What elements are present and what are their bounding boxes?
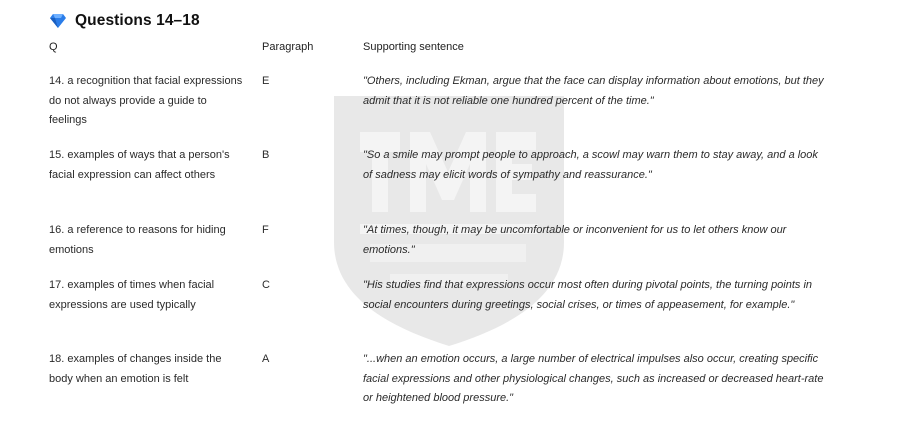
question-text: 18. examples of changes inside the body when an emotion is felt xyxy=(49,353,222,385)
paragraph-letter: F xyxy=(262,224,269,236)
supporting-sentence: "His studies find that expressions occur most often during pivotal points, the turning points in social encounters during greetings, social crises, or times of appeasement, for example." xyxy=(363,279,813,311)
section-header xyxy=(49,12,200,30)
question-text: 14. a recognition that facial expressions do not always provide a guide to feelings xyxy=(49,75,243,126)
supporting-sentence: "At times, though, it may be uncomfortable or inconvenient for us to let others know our emotions." xyxy=(363,224,787,256)
question-text: 17. examples of times when facial expressions are used typically xyxy=(49,279,215,311)
column-header-paragraph: Paragraph xyxy=(262,41,314,53)
paragraph-letter: E xyxy=(262,75,270,87)
supporting-sentence: "So a smile may prompt people to approach, a scowl may warn them to stay away, and a look of sadness may elicit words of sympathy and reassurance." xyxy=(363,149,818,181)
column-header-question: Q xyxy=(49,41,58,53)
column-header-sentence: Supporting sentence xyxy=(363,41,464,53)
paragraph-letter: A xyxy=(262,353,270,365)
table-header xyxy=(0,41,899,59)
supporting-sentence: "Others, including Ekman, argue that the face can display information about emotions, but they admit that it is not reliable one hundred percent of the time." xyxy=(363,75,824,107)
supporting-sentence: "...when an emotion occurs, a large number of electrical impulses also occur, creating specific facial expressions and other physiological changes, such as increased or decreased heart-rate or heightened blood pressure." xyxy=(363,353,824,404)
paragraph-letter: C xyxy=(262,279,270,291)
blue-diamond-icon xyxy=(49,12,67,30)
question-text: 16. a reference to reasons for hiding emotions xyxy=(49,224,226,256)
section-title: Questions 14–18 xyxy=(75,12,200,29)
question-text: 15. examples of ways that a person's facial expression can affect others xyxy=(49,149,230,181)
paragraph-letter: B xyxy=(262,149,270,161)
